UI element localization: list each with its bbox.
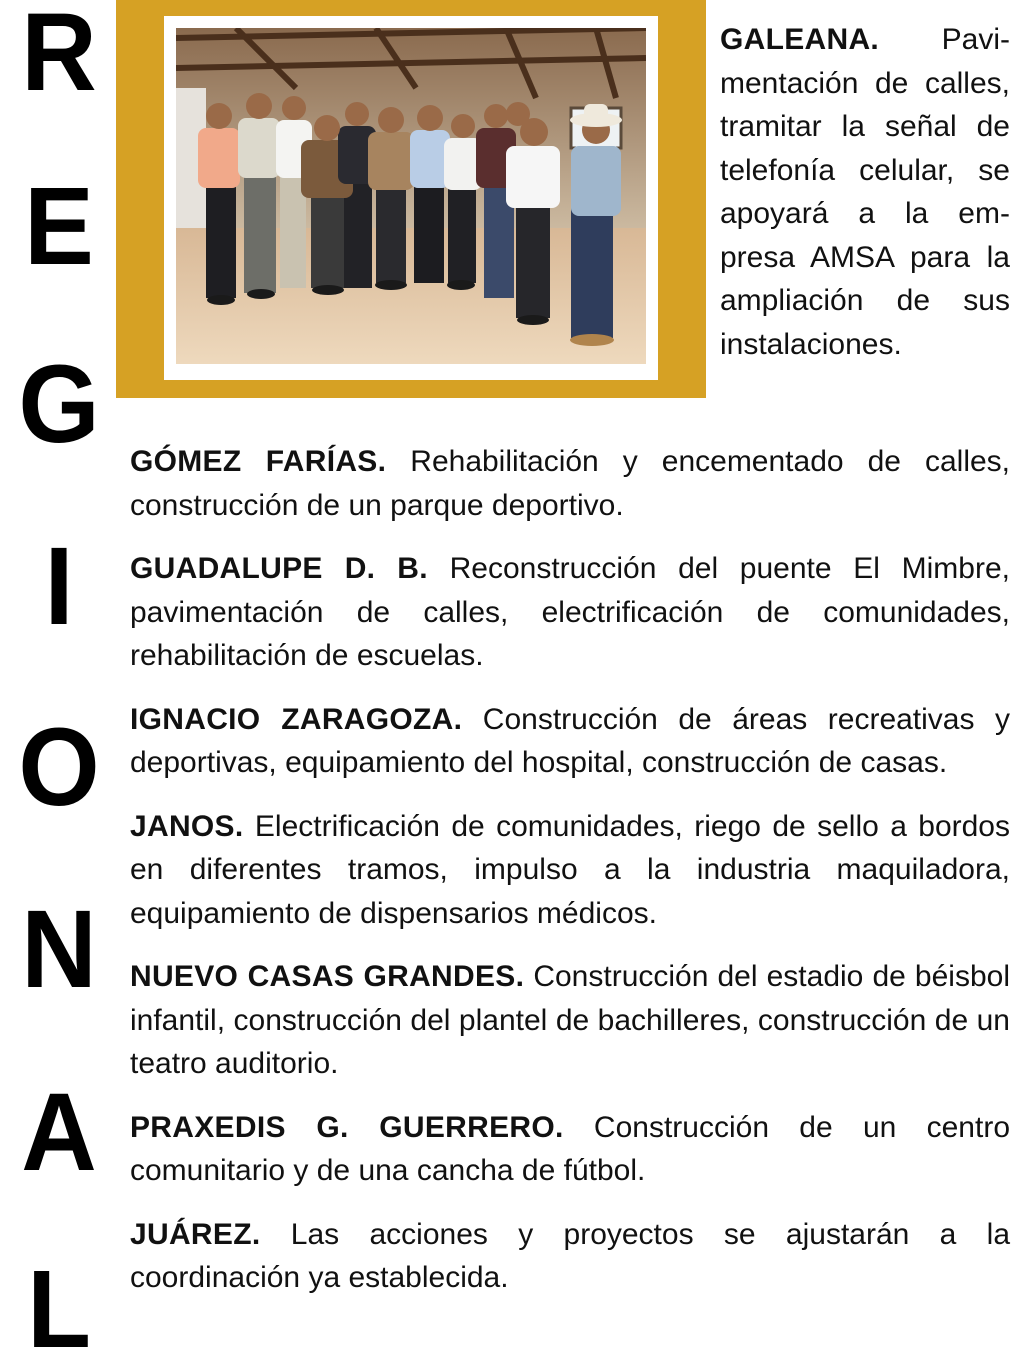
entry-nuevo-casas-grandes (130, 955, 1010, 1086)
entry-text: Las acciones y proyectos se ajustarán a la coordinación ya establecida. (130, 1217, 1010, 1294)
group-photo (176, 28, 646, 364)
photo-frame (116, 0, 706, 398)
entry-name: GÓMEZ FARÍAS. (130, 445, 387, 478)
entry-text: Construcción del estadio de béisbol infantil, construcción del plantel de bachilleres, construcción de un teatro auditorio. (130, 960, 1010, 1080)
entry-praxedis-g-guerrero (130, 1106, 1010, 1193)
section-title-letter: G (18, 343, 100, 466)
entry-janos (130, 805, 1010, 936)
photo-mat (164, 16, 658, 380)
entry-name: PRAXEDIS G. GUERRERO. (130, 1110, 564, 1144)
entry-text: Construcción de áreas recreativas y deportivas, equipamiento del hospital, construcción de casas. (130, 702, 1010, 779)
entry-text: Electrificación de comunidades, riego de sello a bordos en diferentes tramos, impulso a la industria maquiladora, equipamiento de dispensarios médicos. (130, 809, 1010, 930)
section-title-letter: N (21, 888, 97, 1011)
section-title-vertical (0, 0, 118, 1371)
entry-juarez (130, 1213, 1010, 1300)
entry-gomez-farias (130, 440, 1010, 527)
entry-ignacio-zaragoza (130, 698, 1010, 785)
entry-galeana (720, 18, 1010, 366)
entry-text: Construcción de un centro comunitario y de una cancha de fútbol. (130, 1110, 1010, 1187)
entry-text: Pavimentación de calles, tramitar la señal de telefonía celular, se apoyará a la empresa AMSA para la ampliación de sus instalaciones. (720, 23, 1010, 361)
entry-text: Rehabilitación y encementado de calles, construcción de un parque deportivo. (130, 445, 1010, 522)
section-title-letter: R (21, 0, 97, 114)
section-title-letter: I (44, 525, 74, 648)
entry-name: GUADALUPE D. B. (130, 552, 428, 585)
entry-name: JUÁREZ. (130, 1217, 261, 1251)
entry-name: JANOS. (130, 809, 244, 843)
entry-name: IGNACIO ZARAGOZA. (130, 702, 463, 736)
entry-name: GALEANA. (720, 23, 880, 56)
section-title-letter: L (27, 1248, 91, 1371)
entry-guadalupe-db (130, 547, 1010, 678)
entry-text: Reconstrucción del puente El Mimbre, pavimentación de calles, electrificación de comunidades, rehabilitación de escuelas. (130, 552, 1010, 672)
section-title-letter: A (21, 1071, 97, 1194)
section-title-letter: E (24, 165, 94, 288)
entry-name: NUEVO CASAS GRANDES. (130, 960, 525, 993)
section-title-letter: O (18, 706, 100, 829)
municipality-entries (130, 440, 1010, 1320)
